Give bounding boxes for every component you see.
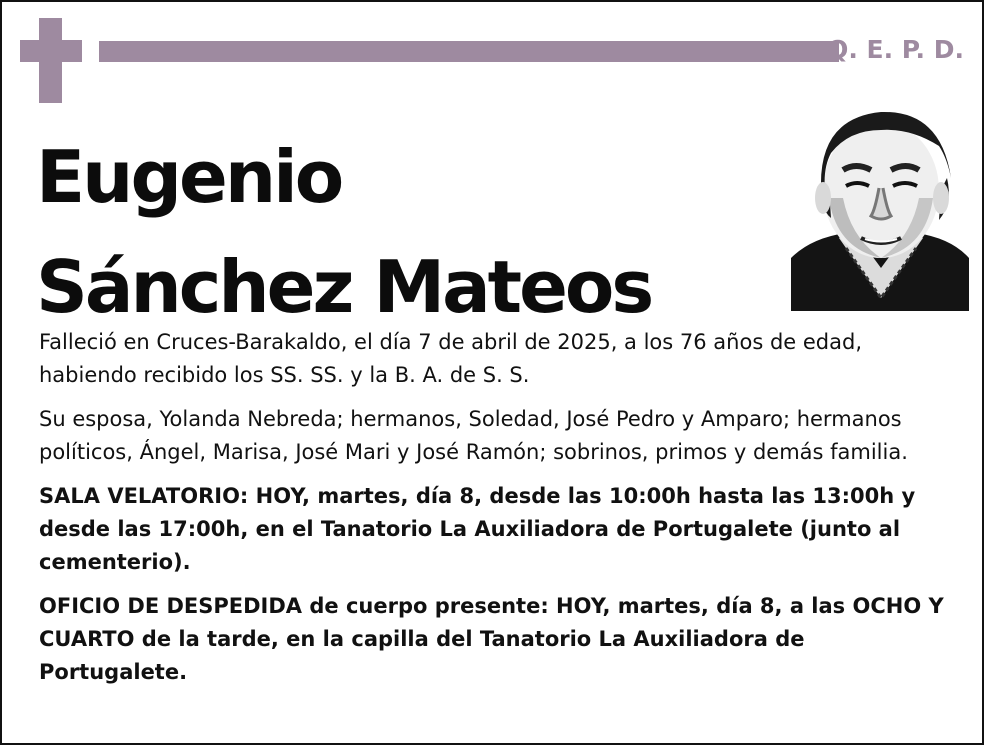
family-paragraph: Su esposa, Yolanda Nebreda; hermanos, Soledad, José Pedro y Amparo; hermanos políticos, Ángel, Marisa, José Mari y José Ramón; sobrinos, primos y demás familia. [39, 407, 908, 464]
wake-room-paragraph: SALA VELATORIO: HOY, martes, día 8, desde las 10:00h hasta las 13:00h y desde las 17:00h, en el Tanatorio La Auxiliadora de Portugalete (junto al cementerio). [39, 484, 916, 574]
name-line-first: Eugenio [36, 135, 342, 219]
qepd-label: Q. E. P. D. [827, 35, 964, 64]
header-rule [99, 41, 839, 62]
name-line-surnames: Sánchez Mateos [36, 245, 652, 329]
farewell-service-paragraph: OFICIO DE DESPEDIDA de cuerpo presente: HOY, martes, día 8, a las OCHO Y CUARTO de la tarde, en la capilla del Tanatorio La Auxiliadora de Portugalete. [39, 594, 944, 684]
obituary-body [39, 326, 959, 700]
cross-horizontal-bar [20, 40, 82, 62]
deceased-name [36, 122, 651, 342]
death-notice-paragraph: Falleció en Cruces-Barakaldo, el día 7 de abril de 2025, a los 76 años de edad, habiendo recibido los SS. SS. y la B. A. de S. S. [39, 330, 862, 387]
portrait-photo [791, 98, 969, 311]
portrait-image [791, 98, 969, 311]
